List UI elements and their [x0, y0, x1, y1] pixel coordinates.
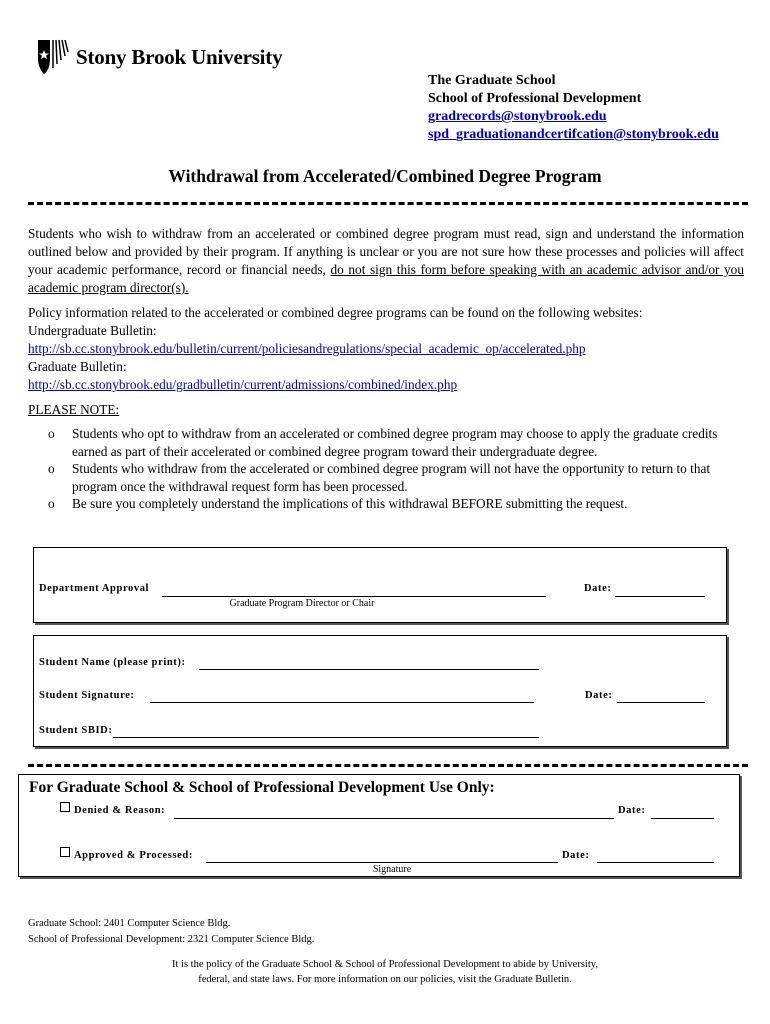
stony-brook-emblem-icon: [36, 38, 70, 76]
note-text: Be sure you completely understand the implications of this withdrawal BEFORE submitting the request.: [72, 496, 628, 511]
denied-label: Denied & Reason:: [74, 805, 166, 816]
policy-intro: Policy information related to the accelerated or combined degree programs can be found on the following websites:: [28, 305, 643, 320]
contact-block: [428, 72, 719, 144]
university-name: Stony Brook University: [76, 44, 283, 69]
policy-section: [28, 304, 748, 394]
list-item: [48, 460, 728, 495]
student-info-box: [33, 635, 727, 747]
approved-label: Approved & Processed:: [74, 850, 193, 861]
denied-reason-field[interactable]: [174, 818, 614, 819]
list-item: [48, 495, 728, 513]
department-approval-label: Department Approval: [39, 583, 150, 594]
approved-checkbox[interactable]: [60, 847, 70, 857]
list-item: [48, 425, 728, 460]
office-divider: [28, 764, 748, 767]
student-signature-field[interactable]: [150, 702, 534, 703]
university-logo: [36, 38, 282, 76]
grad-bulletin-link[interactable]: http://sb.cc.stonybrook.edu/gradbulletin/current/admissions/combined/index.php: [28, 377, 458, 392]
department-approval-caption: Graduate Program Director or Chair: [229, 598, 375, 609]
student-name-field[interactable]: [199, 669, 539, 670]
footer-spd-address: School of Professional Development: 2321 Computer Science Bldg.: [28, 934, 315, 945]
department-approval-field[interactable]: [162, 596, 546, 597]
signature-caption: Signature: [372, 864, 412, 875]
denied-date-label: Date:: [618, 805, 646, 816]
spd-email-link[interactable]: spd_graduationandcertifcation@stonybrook.edu: [428, 127, 719, 142]
student-sbid-field[interactable]: [113, 737, 539, 738]
undergrad-bulletin-label: Undergraduate Bulletin:: [28, 323, 157, 338]
intro-text: Students who wish to withdraw from an accelerated or combined degree program must read, sign and understand the information outlined below and provided by their program. If anything is unclear or you are not sure how these processes and policies will affect your academic performance, record or financial needs,: [28, 226, 744, 277]
approved-date-label: Date:: [562, 850, 590, 861]
denied-date-field[interactable]: [651, 818, 714, 819]
student-name-label: Student Name (please print):: [39, 657, 186, 668]
student-date-label: Date:: [585, 690, 613, 701]
title-divider: [28, 202, 748, 205]
please-note-label: PLEASE NOTE:: [28, 402, 120, 417]
footer-policy-line-1: It is the policy of the Graduate School & School of Professional Development to abide by University,: [172, 959, 598, 970]
footer-address: [28, 916, 314, 948]
denied-checkbox[interactable]: [60, 802, 70, 812]
intro-warning: do not sign this form before speaking with an academic advisor and/or you academic program director(s).: [28, 262, 744, 295]
department-date-label: Date:: [584, 583, 612, 594]
form-title: Withdrawal from Accelerated/Combined Degree Program: [168, 166, 602, 186]
department-approval-box: [33, 547, 727, 623]
student-date-field[interactable]: [617, 702, 705, 703]
bullet-icon: o: [48, 496, 55, 511]
footer-grad-school-address: Graduate School: 2401 Computer Science Bldg.: [28, 918, 231, 929]
student-sbid-label: Student SBID:: [39, 725, 113, 736]
undergrad-bulletin-link[interactable]: http://sb.cc.stonybrook.edu/bulletin/current/policiesandregulations/special_academic_op/accelerated.php: [28, 341, 586, 356]
intro-paragraph: [28, 225, 744, 297]
office-use-title: For Graduate School & School of Professional Development Use Only:: [29, 779, 495, 796]
department-date-field[interactable]: [615, 596, 705, 597]
grad-bulletin-label: Graduate Bulletin:: [28, 359, 127, 374]
graduate-school-name: The Graduate School: [428, 73, 556, 88]
spd-name: School of Professional Development: [428, 91, 642, 106]
bullet-icon: o: [48, 461, 55, 476]
footer-policy: [0, 957, 770, 987]
bullet-icon: o: [48, 426, 55, 441]
student-signature-label: Student Signature:: [39, 690, 135, 701]
approved-date-field[interactable]: [597, 862, 714, 863]
note-text: Students who withdraw from the accelerated or combined degree program will not have the opportunity to return to that program once the withdrawal request form has been processed.: [72, 461, 711, 494]
office-use-box: [18, 774, 740, 877]
approved-signature-field[interactable]: [206, 862, 558, 863]
note-text: Students who opt to withdraw from an accelerated or combined degree program may choose to apply the graduate credits earned as part of their accelerated or combined degree program toward their undergraduate degree.: [72, 426, 718, 459]
notes-list: [48, 425, 728, 513]
footer-policy-line-2: federal, and state laws. For more information on our policies, visit the Graduate Bulletin.: [198, 974, 572, 985]
grad-records-email-link[interactable]: gradrecords@stonybrook.edu: [428, 109, 607, 124]
